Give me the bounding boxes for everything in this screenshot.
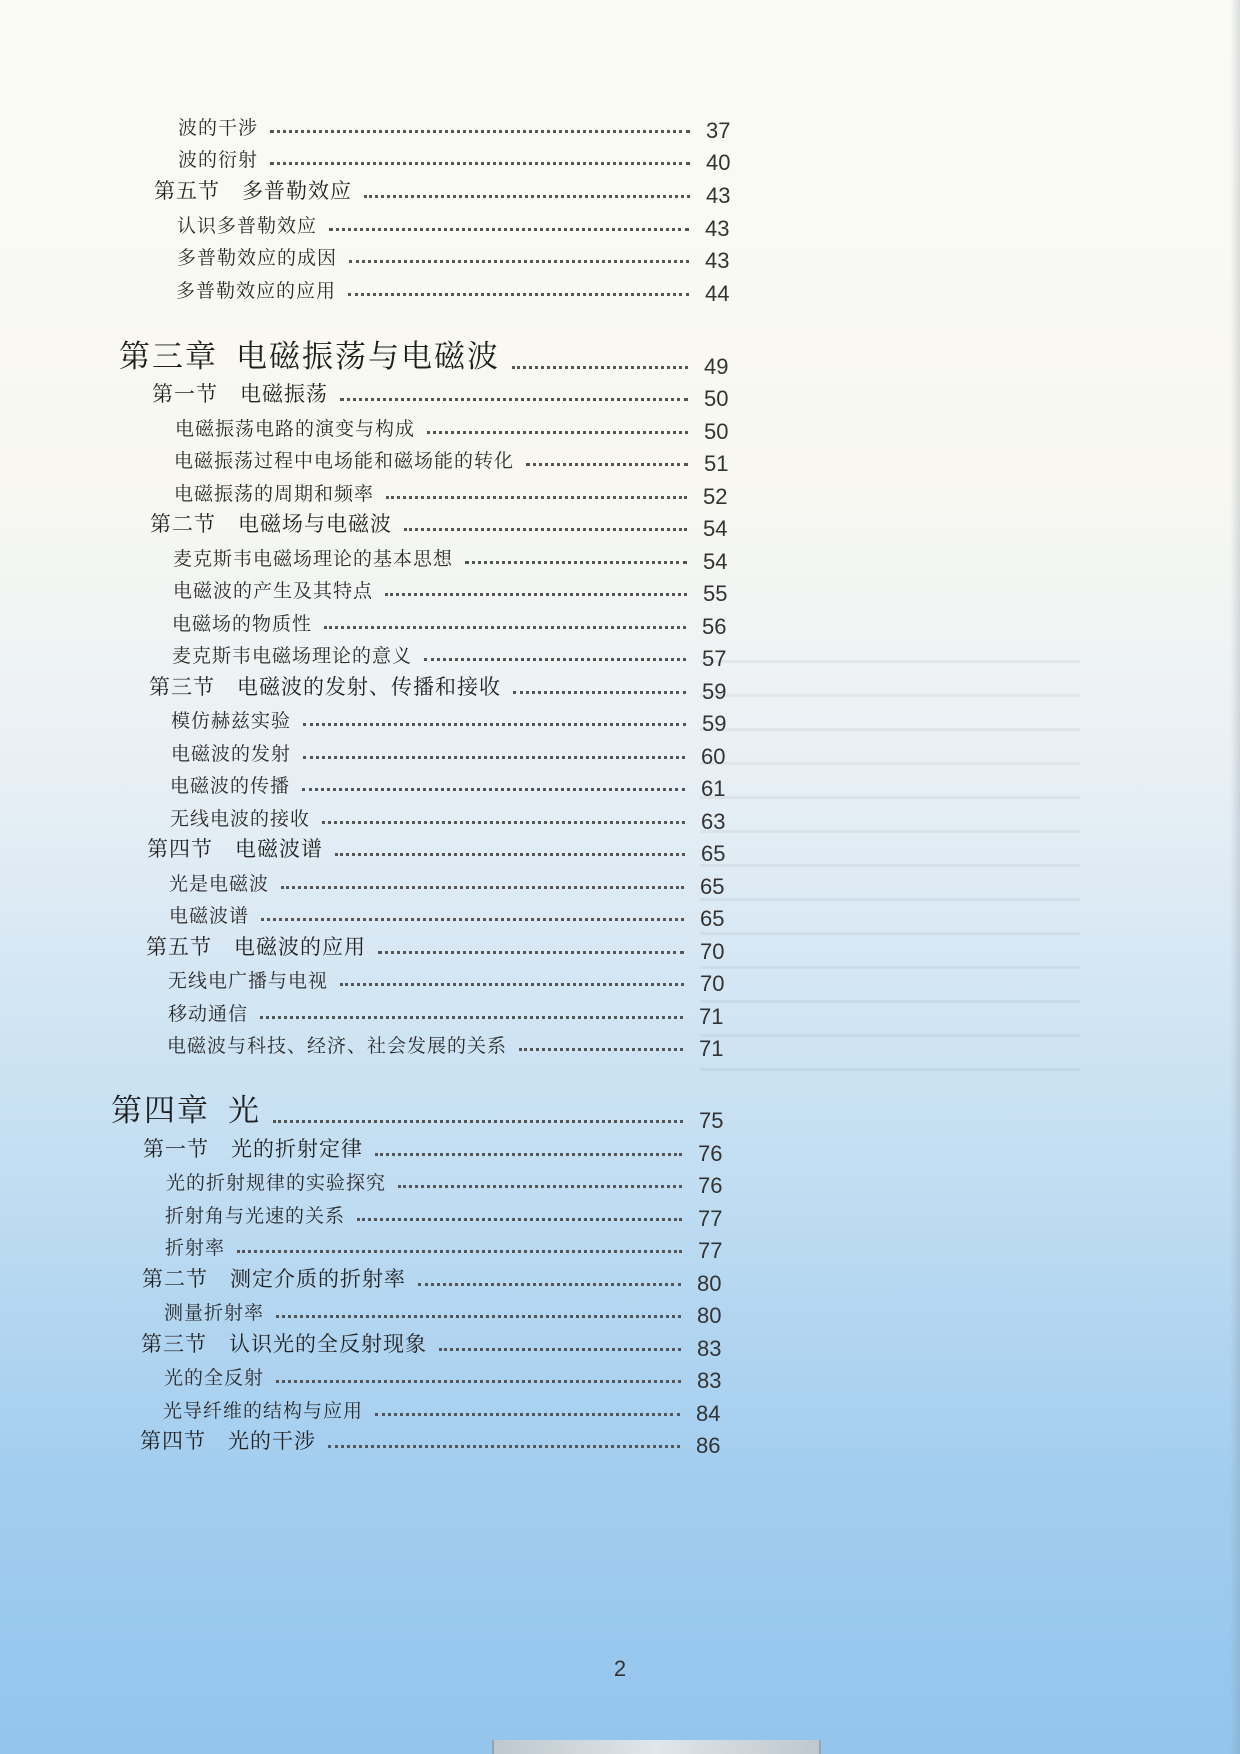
toc-section-title: 测定介质的折射率: [230, 1267, 406, 1291]
dot-leader: [261, 918, 684, 921]
toc-page-number: 77: [698, 1206, 723, 1231]
toc-section-row: [150, 508, 749, 541]
toc-topic-row: [171, 703, 748, 736]
toc-page-number: 52: [703, 484, 728, 509]
dot-leader: [329, 228, 689, 231]
toc-section-row: [152, 378, 750, 411]
toc-page-number: 71: [699, 1036, 724, 1061]
dot-leader: [357, 1218, 682, 1221]
toc-topic-row: [165, 1230, 744, 1263]
page-number: 2: [613, 1656, 627, 1681]
toc-topic-label: 光导纤维的结构与应用: [163, 1400, 364, 1422]
toc-section-title: 电磁波的发射、传播和接收: [237, 675, 501, 699]
toc-topic-label: 电磁波的传播: [170, 775, 291, 797]
toc-section-number: 第四节: [140, 1429, 206, 1453]
toc-topic-row: [173, 541, 749, 574]
toc-page-number: 61: [701, 776, 726, 801]
toc-page-number: 59: [702, 679, 727, 704]
toc-page-number: 40: [706, 150, 731, 175]
toc-page-number: 83: [697, 1368, 722, 1393]
toc-chapter-heading: [111, 1085, 261, 1130]
toc-topic-row: [172, 606, 748, 639]
toc-page-number: 71: [699, 1004, 724, 1029]
toc-topic-row: [170, 768, 747, 801]
dot-leader: [276, 1380, 681, 1383]
toc-page-number: 80: [697, 1271, 722, 1296]
toc-section-title: 认识光的全反射现象: [229, 1332, 427, 1356]
toc-topic-label: 光是电磁波: [169, 873, 270, 895]
dot-leader: [273, 1120, 683, 1123]
toc-topic-label: 测量折射率: [164, 1302, 265, 1324]
toc-section-title: 电磁波的应用: [234, 935, 366, 959]
toc-topic-label: 无线电波的接收: [170, 808, 311, 830]
toc-topic-row: [168, 963, 746, 996]
toc-topic-row: [178, 110, 752, 143]
toc-section-number: 第三节: [141, 1332, 207, 1356]
dot-leader: [322, 821, 685, 824]
toc-section-row: [141, 1328, 743, 1361]
toc-page-number: 80: [697, 1303, 722, 1328]
toc-chapter-number: 第三章: [119, 339, 218, 375]
toc-section-heading: [150, 508, 392, 538]
toc-page-number: 65: [701, 841, 726, 866]
toc-page-number: 63: [701, 809, 726, 834]
toc-page-number: 49: [704, 354, 729, 379]
toc-page-number: 44: [705, 281, 730, 306]
toc-topic-label: 认识多普勒效应: [177, 215, 318, 237]
toc-chapter-row: [111, 1086, 745, 1133]
toc-section-number: 第四节: [147, 837, 213, 861]
toc-topic-row: [165, 1198, 744, 1231]
dot-leader: [270, 130, 690, 133]
toc-topic-row: [175, 411, 750, 444]
dot-leader: [349, 260, 689, 263]
toc-topic-label: 电磁波的产生及其特点: [173, 580, 374, 602]
toc-section-row: [140, 1425, 742, 1458]
dot-leader: [519, 1048, 683, 1051]
toc-topic-label: 电磁振荡电路的演变与构成: [175, 418, 416, 440]
toc-section-heading: [141, 1328, 427, 1358]
toc-section-number: 第二节: [142, 1267, 208, 1291]
toc-topic-label: 多普勒效应的成因: [177, 247, 338, 269]
dot-leader: [340, 398, 688, 401]
toc-topic-label: 折射角与光速的关系: [165, 1205, 346, 1227]
toc-section-heading: [146, 931, 366, 961]
toc-topic-label: 多普勒效应的应用: [176, 280, 337, 302]
toc-topic-row: [170, 801, 747, 834]
toc-page-number: 51: [704, 451, 729, 476]
toc-page-number: 43: [705, 248, 730, 273]
dot-leader: [512, 366, 688, 369]
toc-page-number: 75: [699, 1108, 724, 1133]
toc-section-row: [142, 1263, 743, 1296]
dot-leader: [404, 528, 687, 531]
toc-topic-label: 波的衍射: [178, 149, 259, 171]
toc-page-number: 60: [701, 744, 726, 769]
toc-page-number: 56: [702, 614, 727, 639]
toc-section-row: [147, 833, 747, 866]
dot-leader: [276, 1315, 681, 1318]
toc-section-row: [154, 175, 752, 208]
dot-leader: [260, 1016, 683, 1019]
toc-topic-row: [171, 736, 747, 769]
toc-section-number: 第五节: [154, 179, 220, 203]
toc-topic-row: [167, 1028, 745, 1061]
toc-page-number: 70: [700, 939, 725, 964]
toc-section-title: 电磁波谱: [235, 837, 323, 861]
toc-page-number: 37: [706, 118, 731, 143]
toc-section-row: [143, 1133, 744, 1166]
toc-topic-row: [169, 898, 746, 931]
dot-leader: [335, 853, 685, 856]
bleed-through-texture: [700, 660, 1080, 1080]
toc-chapter-heading: [119, 331, 500, 376]
toc-chapter-row: [119, 332, 750, 379]
toc-topic-row: [177, 208, 751, 241]
toc-page-number: 65: [700, 906, 725, 931]
toc-page-number: 70: [700, 971, 725, 996]
dot-leader: [398, 1185, 682, 1188]
dot-leader: [302, 788, 685, 791]
toc-section-number: 第一节: [152, 382, 218, 406]
toc-topic-label: 折射率: [165, 1237, 226, 1259]
dot-leader: [375, 1153, 682, 1156]
toc-page-number: 84: [696, 1401, 721, 1426]
toc-topic-label: 电磁振荡的周期和频率: [174, 483, 375, 505]
toc-topic-row: [173, 573, 749, 606]
toc-topic-label: 波的干涉: [178, 117, 259, 139]
dot-leader: [386, 496, 687, 499]
binding-edge: [492, 1740, 821, 1754]
dot-leader: [375, 1413, 680, 1416]
dot-leader: [526, 463, 688, 466]
dot-leader: [418, 1283, 681, 1286]
toc-section-title: 电磁振荡: [240, 382, 328, 406]
toc-page-number: 76: [698, 1173, 723, 1198]
toc-topic-label: 无线电广播与电视: [168, 970, 329, 992]
toc-section-title: 电磁场与电磁波: [238, 512, 392, 536]
toc-section-number: 第一节: [143, 1137, 209, 1161]
toc-section-title: 光的干涉: [228, 1429, 316, 1453]
dot-leader: [340, 983, 684, 986]
toc-page-number: 86: [696, 1433, 721, 1458]
toc-topic-label: 电磁波与科技、经济、社会发展的关系: [167, 1035, 508, 1057]
toc-page-number: 76: [698, 1141, 723, 1166]
toc-topic-row: [174, 443, 750, 476]
toc-chapter-title: 光: [228, 1093, 261, 1129]
toc-topic-row: [166, 1165, 744, 1198]
toc-topic-label: 麦克斯韦电磁场理论的意义: [172, 645, 413, 667]
toc-topic-row: [164, 1360, 743, 1393]
toc-page-number: 54: [703, 516, 728, 541]
toc-section-heading: [152, 378, 328, 408]
dot-leader: [513, 691, 686, 694]
toc-topic-row: [178, 142, 752, 175]
toc-topic-row: [163, 1393, 742, 1426]
toc-topic-row: [164, 1295, 743, 1328]
toc-page-number: 55: [703, 581, 728, 606]
toc-page-number: 43: [706, 183, 731, 208]
toc-section-number: 第三节: [149, 675, 215, 699]
toc-section-heading: [143, 1133, 363, 1163]
toc-topic-label: 电磁振荡过程中电场能和磁场能的转化: [174, 450, 515, 472]
dot-leader: [237, 1250, 682, 1253]
dot-leader: [378, 951, 684, 954]
toc-page-number: 54: [703, 549, 728, 574]
toc-topic-label: 电磁场的物质性: [172, 613, 313, 635]
dot-leader: [324, 626, 686, 629]
toc-page-number: 57: [702, 646, 727, 671]
toc-topic-label: 模仿赫兹实验: [171, 710, 292, 732]
dot-leader: [427, 431, 688, 434]
dot-leader: [303, 723, 686, 726]
dot-leader: [424, 658, 686, 661]
dot-leader: [270, 162, 690, 165]
toc-topic-row: [169, 866, 746, 899]
toc-topic-row: [177, 240, 751, 273]
toc-page-number: 77: [698, 1238, 723, 1263]
toc-section-heading: [154, 175, 352, 205]
toc-section-heading: [147, 833, 323, 863]
toc-page-number: 50: [704, 386, 729, 411]
toc-topic-row: [174, 476, 749, 509]
toc-section-number: 第五节: [146, 935, 212, 959]
toc-topic-label: 光的全反射: [164, 1367, 265, 1389]
toc-section-heading: [149, 671, 501, 701]
toc-page-number: 65: [700, 874, 725, 899]
toc-page-number: 43: [705, 216, 730, 241]
toc-topic-row: [168, 996, 745, 1029]
toc-page-number: 50: [704, 419, 729, 444]
dot-leader: [364, 195, 690, 198]
toc-chapter-number: 第四章: [111, 1093, 210, 1129]
toc-topic-row: [176, 273, 751, 306]
toc-section-title: 光的折射定律: [231, 1137, 363, 1161]
dot-leader: [465, 561, 687, 564]
toc-section-row: [149, 671, 748, 704]
dot-leader: [348, 293, 689, 296]
toc-section-row: [146, 931, 746, 964]
dot-leader: [328, 1445, 680, 1448]
dot-leader: [439, 1348, 681, 1351]
toc-topic-row: [172, 638, 748, 671]
toc-topic-label: 麦克斯韦电磁场理论的基本思想: [173, 548, 454, 570]
dot-leader: [281, 886, 684, 889]
toc-topic-label: 移动通信: [168, 1003, 249, 1025]
toc-chapter-title: 电磁振荡与电磁波: [236, 339, 500, 375]
toc-topic-label: 光的折射规律的实验探究: [166, 1172, 387, 1194]
dot-leader: [303, 756, 685, 759]
toc-section-heading: [142, 1263, 406, 1293]
dot-leader: [385, 593, 687, 596]
toc-section-title: 多普勒效应: [242, 179, 352, 203]
toc-section-heading: [140, 1425, 316, 1455]
toc-page-number: 59: [702, 711, 727, 736]
toc-page-number: 83: [697, 1336, 722, 1361]
toc-section-number: 第二节: [150, 512, 216, 536]
toc-topic-label: 电磁波的发射: [171, 743, 292, 765]
toc-topic-label: 电磁波谱: [169, 905, 250, 927]
